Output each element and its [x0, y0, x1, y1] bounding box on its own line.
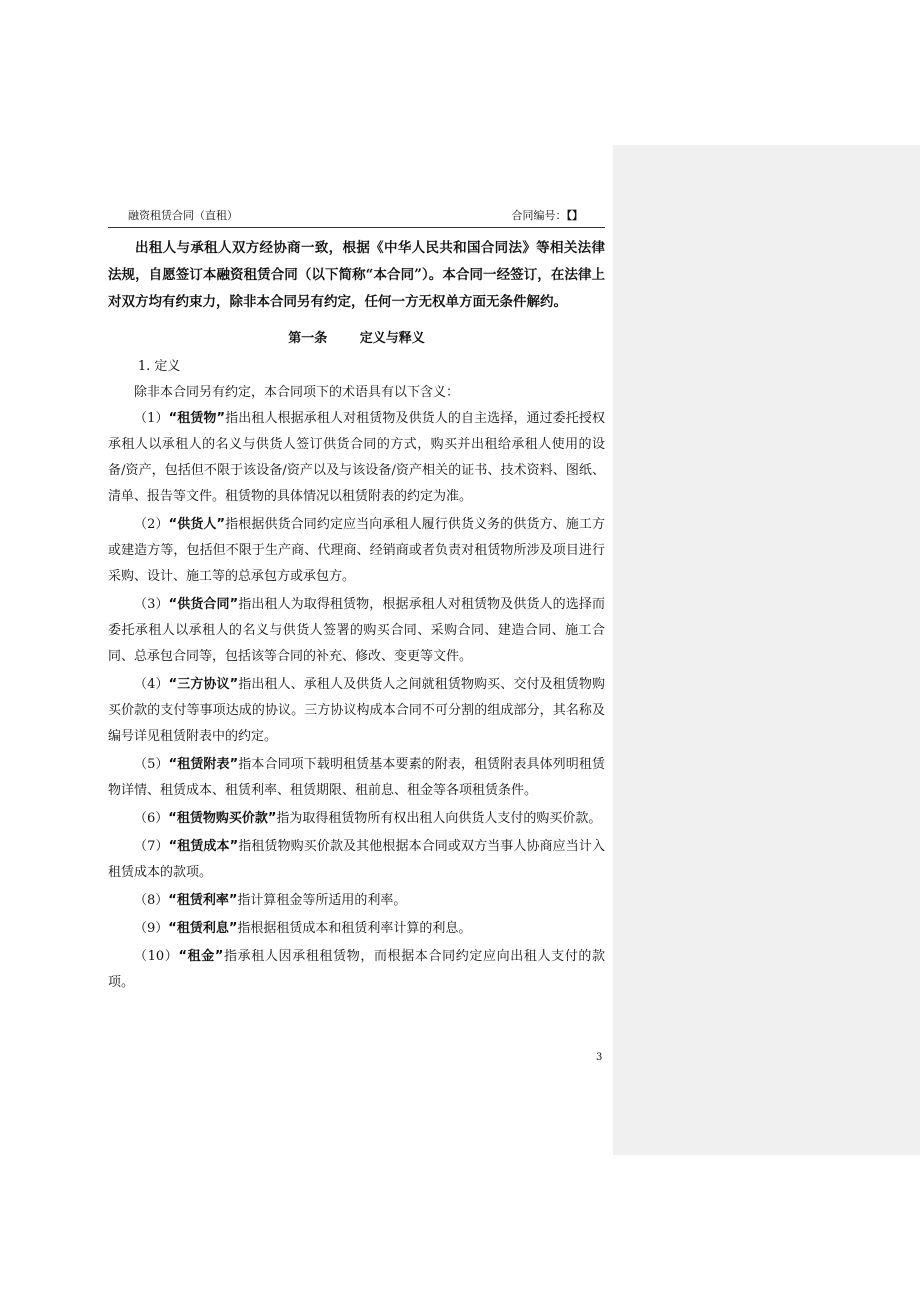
definitions-lead: 除非本合同另有约定，本合同项下的术语具有以下含义：	[134, 385, 460, 400]
definition-number: （7）	[134, 839, 169, 854]
definition-number: （2）	[134, 517, 169, 532]
definition-term: “租金”	[178, 949, 224, 964]
definition-item	[108, 752, 605, 804]
definition-text: 指出租人、承租人及供货人之间就租赁物购买、交付及租赁物购买价款的支付等事项达成的协议。三方协议构成本合同不可分割的组成部分，其名称及编号详见租赁附表中的约定。	[108, 677, 605, 744]
article-title: 定义与释义	[359, 331, 425, 346]
definition-text: 指为取得租赁物所有权出租人向供货人支付的购买价款。	[276, 811, 602, 826]
definition-item	[108, 888, 605, 914]
definition-term: “租赁物购买价款”	[168, 811, 277, 826]
definition-number: （1）	[134, 411, 169, 426]
header-document-title: 融资租赁合同（直租）	[128, 209, 238, 222]
definition-item	[108, 806, 605, 832]
definition-text: 指本合同项下载明租赁基本要素的附表，租赁附表具体列明租赁物详情、租赁成本、租赁利率、租赁期限、租前息、租金等各项租赁条件。	[108, 757, 605, 798]
comment-sidebar	[613, 145, 920, 1155]
definition-text: 指根据租赁成本和租赁利率计算的利息。	[237, 921, 472, 936]
definition-item	[108, 406, 605, 510]
definition-term: “三方协议”	[168, 677, 239, 692]
definition-text: 指根据供货合同约定应当向承租人履行供货义务的供货方、施工方或建造方等，包括但不限于生产商、代理商、经销商或者负责对租赁物所涉及项目进行采购、设计、施工等的总承包方或承包方。	[108, 517, 605, 584]
section-heading: 1. 定义	[137, 359, 181, 374]
document-body	[108, 235, 605, 998]
definition-text: 指出租人根据承租人对租赁物及供货人的自主选择，通过委托授权承租人以承租人的名义与供货人签订供货合同的方式，购买并出租给承租人使用的设备/资产，包括但不限于该设备/资产以及与该设备/资产相关的证书、技术资料、图纸、清单、报告等文件。租赁物的具体情况以租赁附表的约定为准。	[108, 411, 605, 504]
article-number: 第一条	[288, 331, 328, 346]
definition-term: “租赁物”	[168, 411, 226, 426]
definition-text: 指计算租金等所适用的利率。	[237, 893, 407, 908]
definition-number: （4）	[134, 677, 169, 692]
definition-number: （5）	[134, 757, 169, 772]
header-contract-number	[512, 208, 584, 224]
definition-term: “租赁利率”	[168, 893, 238, 908]
definition-term: “租赁利息”	[168, 921, 238, 936]
definition-text: 指承租人因承租租赁物，而根据本合同约定应向出租人支付的款项。	[108, 949, 605, 990]
page-header	[108, 207, 605, 228]
definition-number: （3）	[134, 597, 169, 612]
contract-number-value: 【】	[566, 209, 583, 222]
definition-item	[108, 672, 605, 750]
definition-number: （10）	[134, 949, 179, 964]
page-number: 3	[596, 1052, 603, 1063]
definition-item	[108, 944, 605, 996]
definition-term: “供货合同”	[168, 597, 239, 612]
definition-item	[108, 512, 605, 590]
definitions-list	[108, 406, 605, 996]
definition-number: （6）	[134, 811, 169, 826]
intro-paragraph: 出租人与承租人双方经协商一致，根据《中华人民共和国合同法》等相关法律法规，自愿签订本融资租赁合同（以下简称“本合同”）。本合同一经签订，在法律上对双方均有约束力，除非本合同另有约定，任何一方无权单方面无条件解约。	[108, 240, 605, 310]
definition-term: “供货人”	[168, 517, 226, 532]
definition-term: “租赁附表”	[168, 757, 239, 772]
definition-item	[108, 834, 605, 886]
definition-text: 指出租人为取得租赁物，根据承租人对租赁物及供货人的选择而委托承租人以承租人的名义与供货人签署的购买合同、采购合同、建造合同、施工合同、总承包合同等，包括该等合同的补充、修改、变更等文件。	[108, 597, 605, 664]
definition-term: “租赁成本”	[168, 839, 239, 854]
definition-text: 指租赁物购买价款及其他根据本合同或双方当事人协商应当计入租赁成本的款项。	[108, 839, 605, 880]
definition-item	[108, 916, 605, 942]
definition-number: （8）	[134, 893, 169, 908]
article-heading	[108, 324, 605, 354]
contract-number-label: 合同编号：	[511, 209, 567, 222]
definition-item	[108, 592, 605, 670]
definition-number: （9）	[134, 921, 169, 936]
